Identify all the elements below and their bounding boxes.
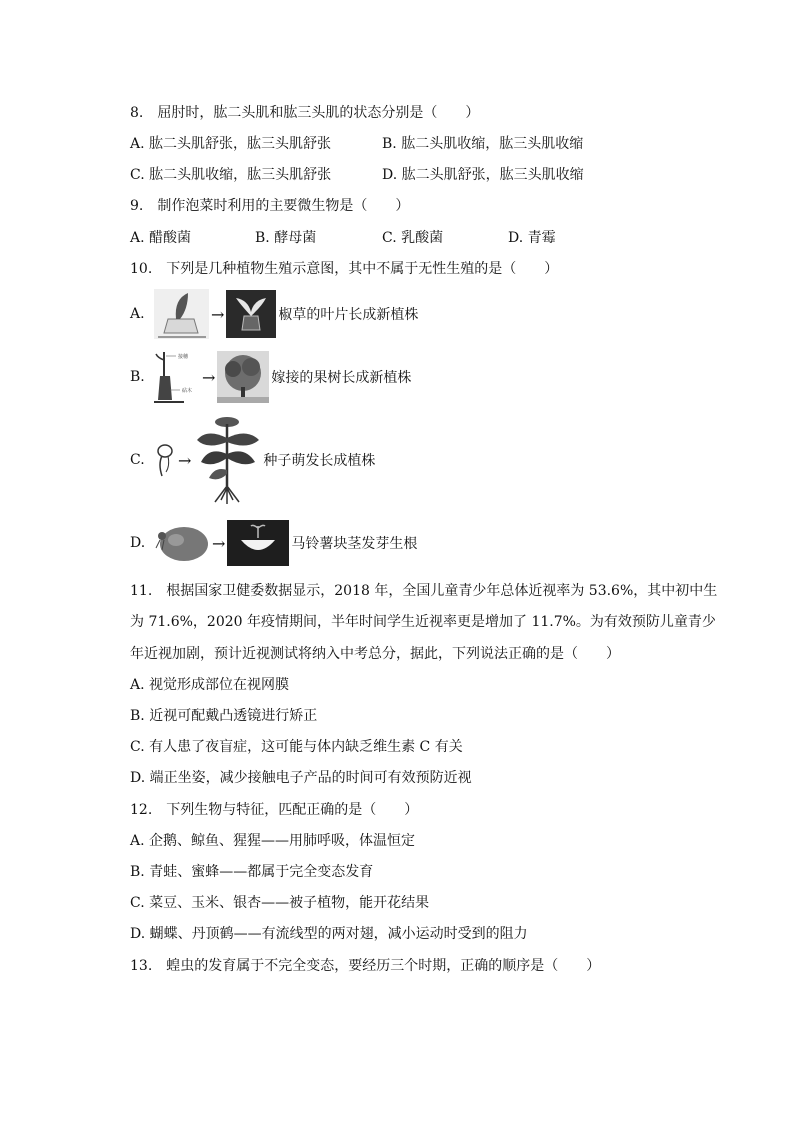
q11-stem-line-2: 为 71.6%，2020 年疫情期间，半年时间学生近视率更是增加了 11.7%。为有效预防儿童青少 (130, 614, 716, 630)
q8-option-b: B. 肱二头肌收缩，肱三头肌收缩 (382, 136, 584, 152)
q12-option-a: A. 企鹅、鲸鱼、猩猩——用肺呼吸，体温恒定 (130, 833, 416, 849)
q10-option-a-caption: 椒草的叶片长成新植株 (278, 307, 419, 323)
q10-option-d (130, 518, 417, 568)
q11-stem-line-3: 年近视加剧，预计近视测试将纳入中考总分，据此，下列说法正确的是（ ） (130, 646, 620, 662)
q10-option-d-letter: D. (130, 535, 146, 551)
q10-option-a-letter: A. (130, 306, 145, 322)
q10-option-c-letter: C. (130, 452, 145, 468)
q10-stem: 10. 下列是几种植物生殖示意图，其中不属于无性生殖的是（ ） (130, 261, 559, 277)
new-plant-jar-image (226, 290, 276, 338)
q11-option-c: C. 有人患了夜盲症，这可能与体内缺乏维生素 C 有关 (130, 739, 463, 755)
q12-stem: 12. 下列生物与特征，匹配正确的是（ ） (130, 802, 419, 818)
leaf-in-pot-image (154, 289, 209, 339)
q8-option-d: D. 肱二头肌舒张，肱三头肌收缩 (382, 167, 584, 183)
q12-option-b: B. 青蛙、蜜蜂——都属于完全变态发育 (130, 864, 374, 880)
q10-option-d-caption: 马铃薯块茎发芽生根 (291, 536, 418, 552)
q10-option-b-letter: B. (130, 369, 145, 385)
q10-option-c-caption: 种子萌发长成植株 (263, 453, 376, 469)
q11-option-d: D. 端正坐姿，减少接触电子产品的时间可有效预防近视 (130, 770, 472, 786)
q11-option-b: B. 近视可配戴凸透镜进行矫正 (130, 708, 318, 724)
q13-stem: 13. 蝗虫的发育属于不完全变态，要经历三个时期，正确的顺序是（ ） (130, 958, 601, 974)
seed-sprout-image (154, 442, 176, 478)
q12-option-c: C. 菜豆、玉米、银杏——被子植物，能开花结果 (130, 895, 430, 911)
q9-stem: 9. 制作泡菜时利用的主要微生物是（ ） (130, 198, 410, 214)
q8-stem: 8. 屈肘时，肱二头肌和肱三头肌的状态分别是（ ） (130, 105, 480, 121)
arrow-icon: → (202, 367, 216, 387)
arrow-icon: → (211, 304, 225, 324)
arrow-icon: → (178, 450, 192, 470)
grown-plant-image (193, 416, 261, 504)
q9-option-b: B. 酵母菌 (255, 230, 317, 246)
potato-tuber-image (154, 522, 210, 564)
q8-option-c: C. 肱二头肌收缩，肱三头肌舒张 (130, 167, 332, 183)
q10-option-a (130, 289, 418, 339)
q11-stem-line-1: 11. 根据国家卫健委数据显示，2018 年，全国儿童青少年总体近视率为 53.6%，其中初中生 (130, 583, 718, 599)
q9-option-c: C. 乳酸菌 (382, 230, 444, 246)
graft-diagram-image (154, 350, 200, 404)
q8-option-a: A. 肱二头肌舒张，肱三头肌舒张 (130, 136, 332, 152)
scion-label: 接穗 (178, 354, 189, 360)
fruit-tree-image (217, 351, 269, 403)
q10-option-b-caption: 嫁接的果树长成新植株 (271, 370, 412, 386)
q10-option-c (130, 415, 375, 505)
q9-option-a: A. 醋酸菌 (130, 230, 192, 246)
q11-option-a: A. 视觉形成部位在视网膜 (130, 677, 290, 693)
q10-option-b (130, 349, 411, 405)
sprouting-potato-image (227, 520, 289, 566)
q9-option-d: D. 青霉 (508, 230, 556, 246)
q12-option-d: D. 蝴蝶、丹顶鹤——有流线型的两对翅，减小运动时受到的阻力 (130, 926, 528, 942)
arrow-icon: → (212, 533, 226, 553)
rootstock-label: 砧木 (182, 388, 193, 394)
